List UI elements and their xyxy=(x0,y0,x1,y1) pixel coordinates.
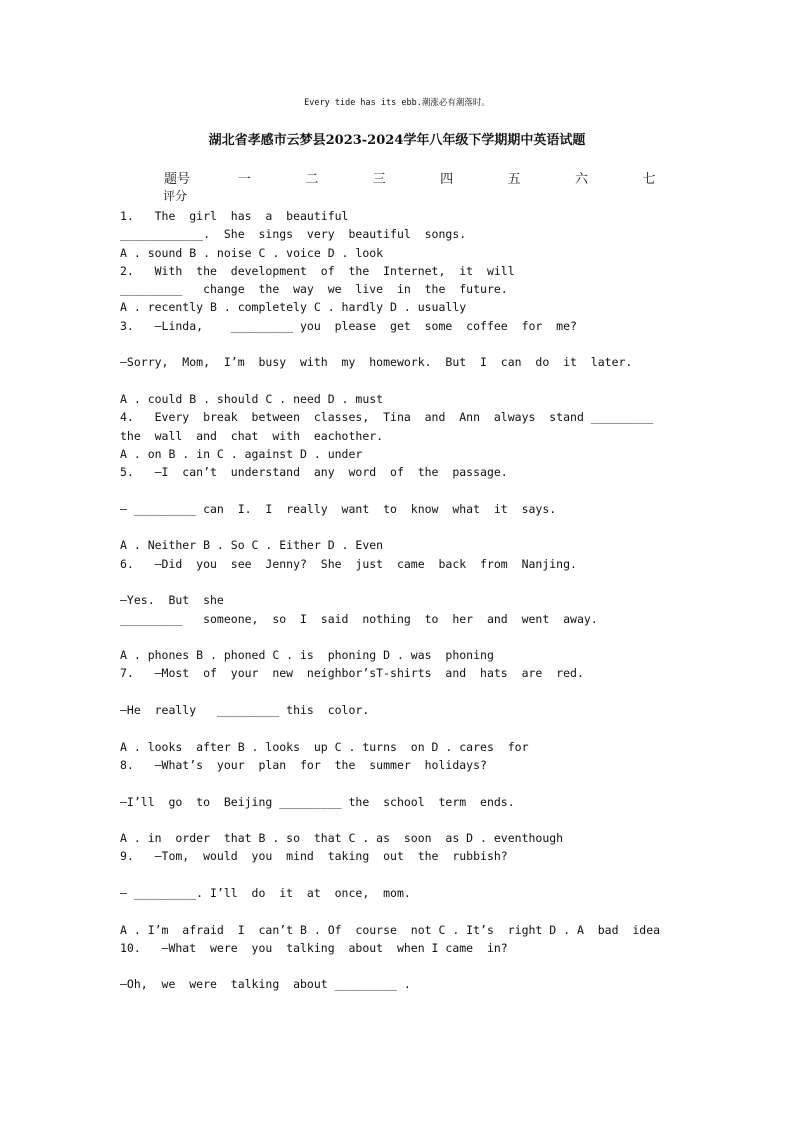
text-line xyxy=(120,628,680,646)
text-line: 2. With the development of the Internet, it will xyxy=(120,263,515,278)
text-line: _________ change the way we live in the future. xyxy=(120,282,508,297)
text-line: ____________. She sings very beautiful songs. xyxy=(120,227,467,242)
text-line: —Yes. But she xyxy=(120,593,224,608)
text-line: —He really _________ this color. xyxy=(120,703,370,718)
text-line xyxy=(120,372,680,390)
text-line: A . phones B . phoned C . is phoning D . was phoning xyxy=(120,648,494,663)
text-line: A . Neither B . So C . Either D . Even xyxy=(120,538,384,553)
text-line xyxy=(120,774,680,792)
text-line: —Sorry, Mom, I’m busy with my homework. But I can do it later. xyxy=(120,355,633,370)
text-line xyxy=(120,573,680,591)
text-line: 7. —Most of your new neighbor’sT-shirts and hats are red. xyxy=(120,666,584,681)
text-line: 3. —Linda, _________ you please get some coffee for me? xyxy=(120,318,577,333)
text-line: 6. —Did you see Jenny? She just came back from Nanjing. xyxy=(120,556,577,571)
text-line: —I’ll go to Beijing _________ the school term ends. xyxy=(120,794,515,809)
score-table-header xyxy=(148,168,678,187)
score-column: 二 xyxy=(305,172,319,187)
score-column: 一 xyxy=(237,172,251,187)
text-line: — _________ can I. I really want to know what it says. xyxy=(120,501,557,516)
text-line xyxy=(120,335,680,353)
text-line: the wall and chat with eachother. xyxy=(120,428,384,443)
score-column: 三 xyxy=(372,172,386,187)
score-column: 七 xyxy=(642,172,656,187)
text-line: 10. —What were you talking about when I came in? xyxy=(120,940,508,955)
text-line: A . looks after B . looks up C . turns on D . cares for xyxy=(120,739,529,754)
page-title: 湖北省孝感市云梦县2023-2024学年八年级下学期期中英语试题 xyxy=(208,133,586,148)
text-line: A . I’m afraid I can’t B . Of course not C . It’s right D . A bad idea xyxy=(120,922,661,937)
text-line xyxy=(120,719,680,737)
text-line: A . could B . should C . need D . must xyxy=(120,391,384,406)
text-line: A . in order that B . so that C . as soon as D . eventhough xyxy=(120,831,564,846)
text-line: 8. —What’s your plan for the summer holidays? xyxy=(120,757,487,772)
text-line: A . recently B . completely C . hardly D . usually xyxy=(120,300,467,315)
text-line: — _________. I’ll do it at once, mom. xyxy=(120,885,411,900)
text-line: A . on B . in C . against D . under xyxy=(120,446,363,461)
text-line xyxy=(120,811,680,829)
score-row-label: 评分 xyxy=(163,189,188,203)
question-list xyxy=(120,207,680,994)
text-line: 5. —I can’t understand any word of the passage. xyxy=(120,465,508,480)
text-line xyxy=(120,957,680,975)
text-line xyxy=(120,518,680,536)
text-line: 1. The girl has a beautiful xyxy=(120,209,349,223)
score-table-label: 题号 xyxy=(163,172,190,187)
text-line: 4. Every break between classes, Tina and Ann always stand _________ xyxy=(120,410,654,425)
score-column: 六 xyxy=(575,172,589,187)
text-line: 9. —Tom, would you mind taking out the rubbish? xyxy=(120,849,508,864)
text-line: —Oh, we were talking about _________ . xyxy=(120,977,411,992)
text-line xyxy=(120,683,680,701)
score-column: 五 xyxy=(507,172,521,187)
text-line xyxy=(120,481,680,499)
text-line xyxy=(120,902,680,920)
text-line xyxy=(120,866,680,884)
text-line: _________ someone, so I said nothing to her and went away. xyxy=(120,611,598,626)
text-line: A . sound B . noise C . voice D . look xyxy=(120,245,384,260)
score-column: 四 xyxy=(440,172,454,187)
page-motto: Every tide has its ebb.潮涨必有潮落时。 xyxy=(304,98,490,108)
